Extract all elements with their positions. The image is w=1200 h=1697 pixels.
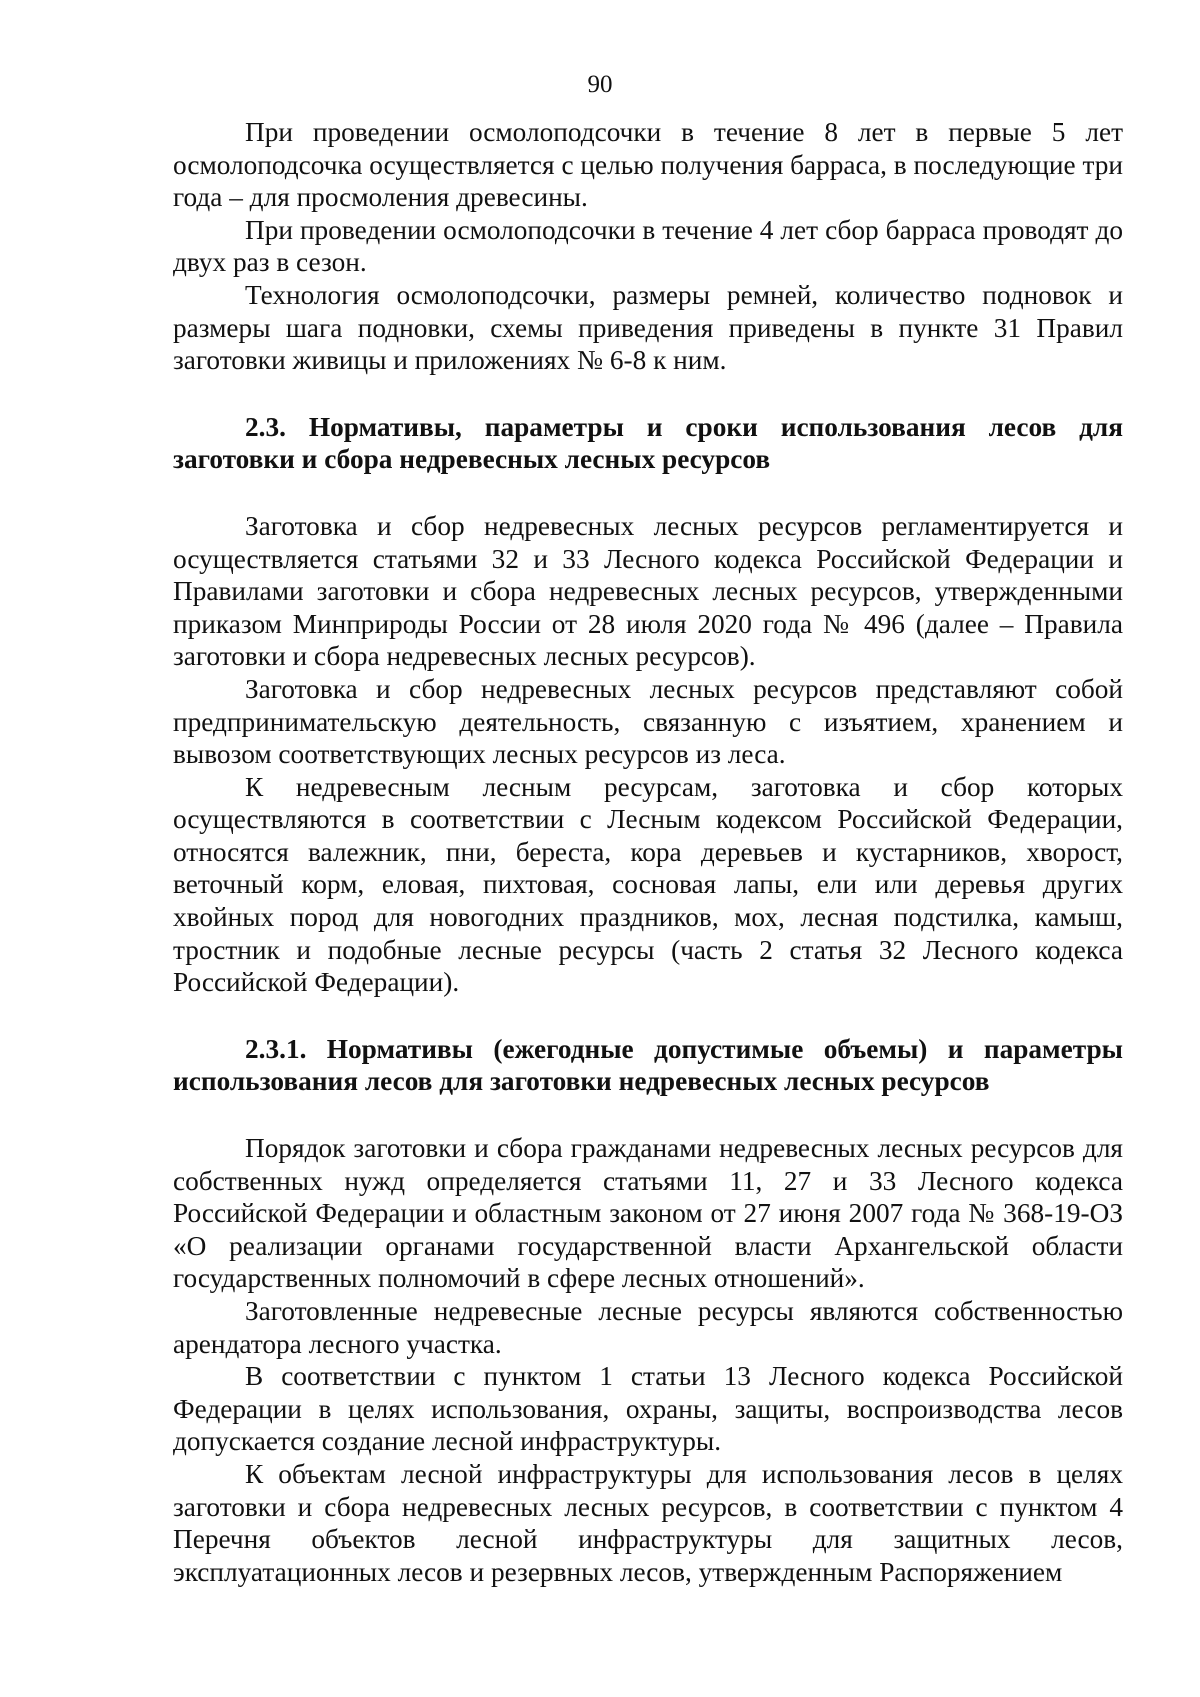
paragraph: При проведении осмолоподсочки в течение 4 лет сбор барраса проводят до двух раз в сезон. (173, 214, 1123, 278)
page-number: 90 (587, 71, 613, 98)
paragraph: Технология осмолоподсочки, размеры ремней, количество подновок и размеры шага подновки, схемы приведения приведены в пункте 31 Правил заготовки живицы и приложениях № 6-8 к ним. (173, 279, 1123, 376)
paragraph: Заготовка и сбор недревесных лесных ресурсов представляют собой предпринимательскую деятельность, связанную с изъятием, хранением и вывозом соответствующих лесных ресурсов из леса. (173, 673, 1123, 770)
paragraph: Заготовка и сбор недревесных лесных ресурсов регламентируется и осуществляется статьями 32 и 33 Лесного кодекса Российской Федерации и Правилами заготовки и сбора недревесных лесных ресурсов, утвержденными приказом Минприроды России от 28 июля 2020 года № 496 (далее – Правила заготовки и сбора недревесных лесных ресурсов). (173, 510, 1123, 672)
paragraph: К недревесным лесным ресурсам, заготовка и сбор которых осуществляются в соответствии с Лесным кодексом Российской Федерации, относятся валежник, пни, береста, кора деревьев и кустарников, хворост, веточный корм, еловая, пихтовая, сосновая лапы, ели или деревья других хвойных пород для новогодних праздников, мох, лесная подстилка, камыш, тростник и подобные лесные ресурсы (часть 2 статья 32 Лесного кодекса Российской Федерации). (173, 771, 1123, 998)
document-body (173, 116, 1123, 1588)
paragraph: При проведении осмолоподсочки в течение 8 лет в первые 5 лет осмолоподсочка осуществляется с целью получения барраса, в последующие три года – для просмоления древесины. (173, 117, 1123, 213)
subsection-heading: 2.3.1. Нормативы (ежегодные допустимые объемы) и параметры использования лесов для заготовки недревесных лесных ресурсов (173, 1033, 1123, 1097)
paragraph: В соответствии с пунктом 1 статьи 13 Лесного кодекса Российской Федерации в целях использования, охраны, защиты, воспроизводства лесов допускается создание лесной инфраструктуры. (173, 1361, 1123, 1457)
paragraph: Порядок заготовки и сбора гражданами недревесных лесных ресурсов для собственных нужд определяется статьями 11, 27 и 33 Лесного кодекса Российской Федерации и областным законом от 27 июня 2007 года № 368-19-ОЗ «О реализации органами государственной власти Архангельской области государственных полномочий в сфере лесных отношений». (173, 1133, 1123, 1294)
paragraph: Заготовленные недревесные лесные ресурсы являются собственностью арендатора лесного участка. (173, 1296, 1123, 1359)
section-heading: 2.3. Нормативы, параметры и сроки использования лесов для заготовки и сбора недревесных лесных ресурсов (173, 411, 1123, 475)
paragraph: К объектам лесной инфраструктуры для использования лесов в целях заготовки и сбора недревесных лесных ресурсов, в соответствии с пунктом 4 Перечня объектов лесной инфраструктуры для защитных лесов, эксплуатационных лесов и резервных лесов, утвержденным Распоряжением (173, 1458, 1123, 1587)
